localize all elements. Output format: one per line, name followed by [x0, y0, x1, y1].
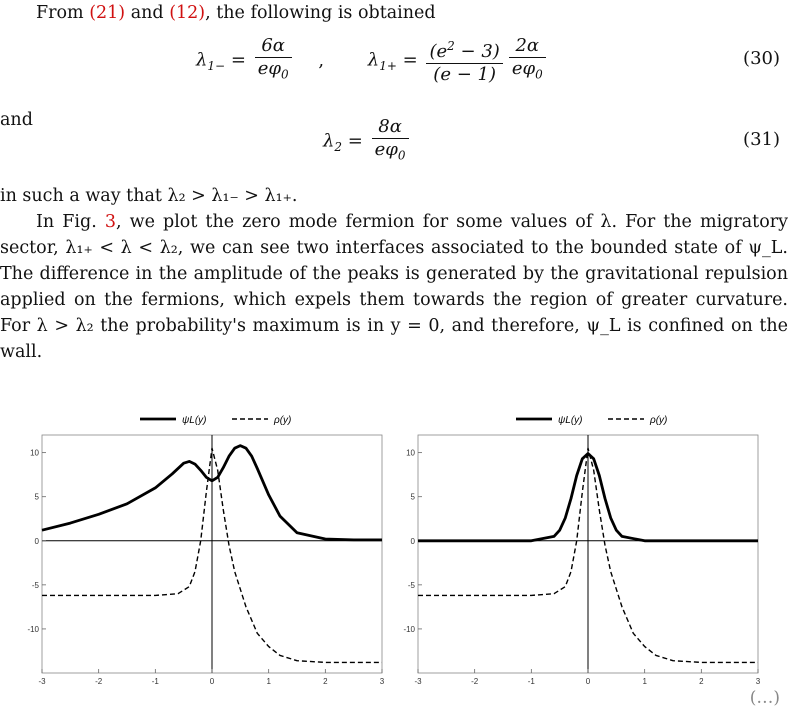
- ref-21-link[interactable]: (21): [89, 3, 126, 23]
- x-tick-label: 1: [266, 677, 271, 685]
- x-tick-label: -2: [471, 677, 479, 685]
- y-tick-label: 10: [406, 448, 415, 458]
- caption-tail: (…): [749, 688, 780, 708]
- ref-12-link[interactable]: (12): [169, 3, 206, 23]
- y-tick-label: 5: [34, 492, 39, 502]
- x-tick-label: 3: [379, 677, 385, 685]
- x-tick-label: 0: [209, 677, 215, 685]
- legend-label: ρ(y): [650, 415, 668, 426]
- y-tick-label: 0: [410, 536, 415, 546]
- y-tick-label: -5: [31, 580, 39, 590]
- legend-label: ρ(y): [274, 415, 292, 426]
- equation-30-number: (30): [743, 48, 780, 69]
- y-tick-label: 5: [410, 492, 415, 502]
- equation-30: $\lambda_{1-}$ = $\frac{6\alpha}{e\varphi_0}$ , $\lambda_{1+}$ = $\frac{(e^2 - 3)}{(e - 1)}$ $\frac{2\alpha}{e\varphi_0}$: [196, 35, 549, 86]
- x-tick-label: 2: [699, 677, 704, 685]
- y-tick-label: 0: [34, 536, 39, 546]
- figure-left: [20, 405, 392, 689]
- x-tick-label: -1: [151, 677, 159, 685]
- y-tick-label: -10: [403, 624, 415, 634]
- body-paragraph: [0, 209, 788, 365]
- x-tick-label: -1: [527, 677, 535, 685]
- legend-label: ψL(y): [182, 415, 207, 426]
- right-plot: [396, 405, 768, 685]
- intro-post: , the following is obtained: [205, 3, 436, 23]
- intro-and: and: [125, 3, 170, 23]
- left-plot: [20, 405, 392, 685]
- fig-3-link[interactable]: 3: [104, 212, 116, 232]
- x-tick-label: -3: [38, 677, 46, 685]
- figure-right: [396, 405, 768, 689]
- intro-pre: From: [36, 3, 90, 23]
- x-tick-label: -3: [414, 677, 422, 685]
- x-tick-label: -2: [95, 677, 103, 685]
- para2-pre: In Fig.: [36, 212, 105, 232]
- intro-line: [0, 0, 788, 26]
- x-tick-label: 1: [642, 677, 647, 685]
- x-tick-label: 3: [755, 677, 761, 685]
- ordering-line: in such a way that λ₂ > λ₁₋ > λ₁₊.: [0, 186, 298, 206]
- equation-31: $\lambda_2$ = $\frac{8\alpha}{e\varphi_0}$: [323, 116, 412, 167]
- legend-label: ψL(y): [558, 415, 583, 426]
- x-tick-label: 2: [323, 677, 328, 685]
- x-tick-label: 0: [585, 677, 591, 685]
- and-word: and: [0, 110, 33, 130]
- equation-31-number: (31): [743, 129, 780, 150]
- y-tick-label: -5: [407, 580, 415, 590]
- para2-post: , we plot the zero mode fermion for some values of λ. For the migratory sector, λ₁₊ < λ < λ₂, we can see two interfaces associated to the bounded state of ψ_L. The difference in the amplitude of the peaks is generated by the gravitational repulsion applied on the fermions, which expels them towards the region of greater curvature. For λ > λ₂ the probability's maximum is in y = 0, and therefore, ψ_L is confined on the wall.: [0, 212, 788, 362]
- y-tick-label: -10: [27, 624, 39, 634]
- y-tick-label: 10: [30, 448, 39, 458]
